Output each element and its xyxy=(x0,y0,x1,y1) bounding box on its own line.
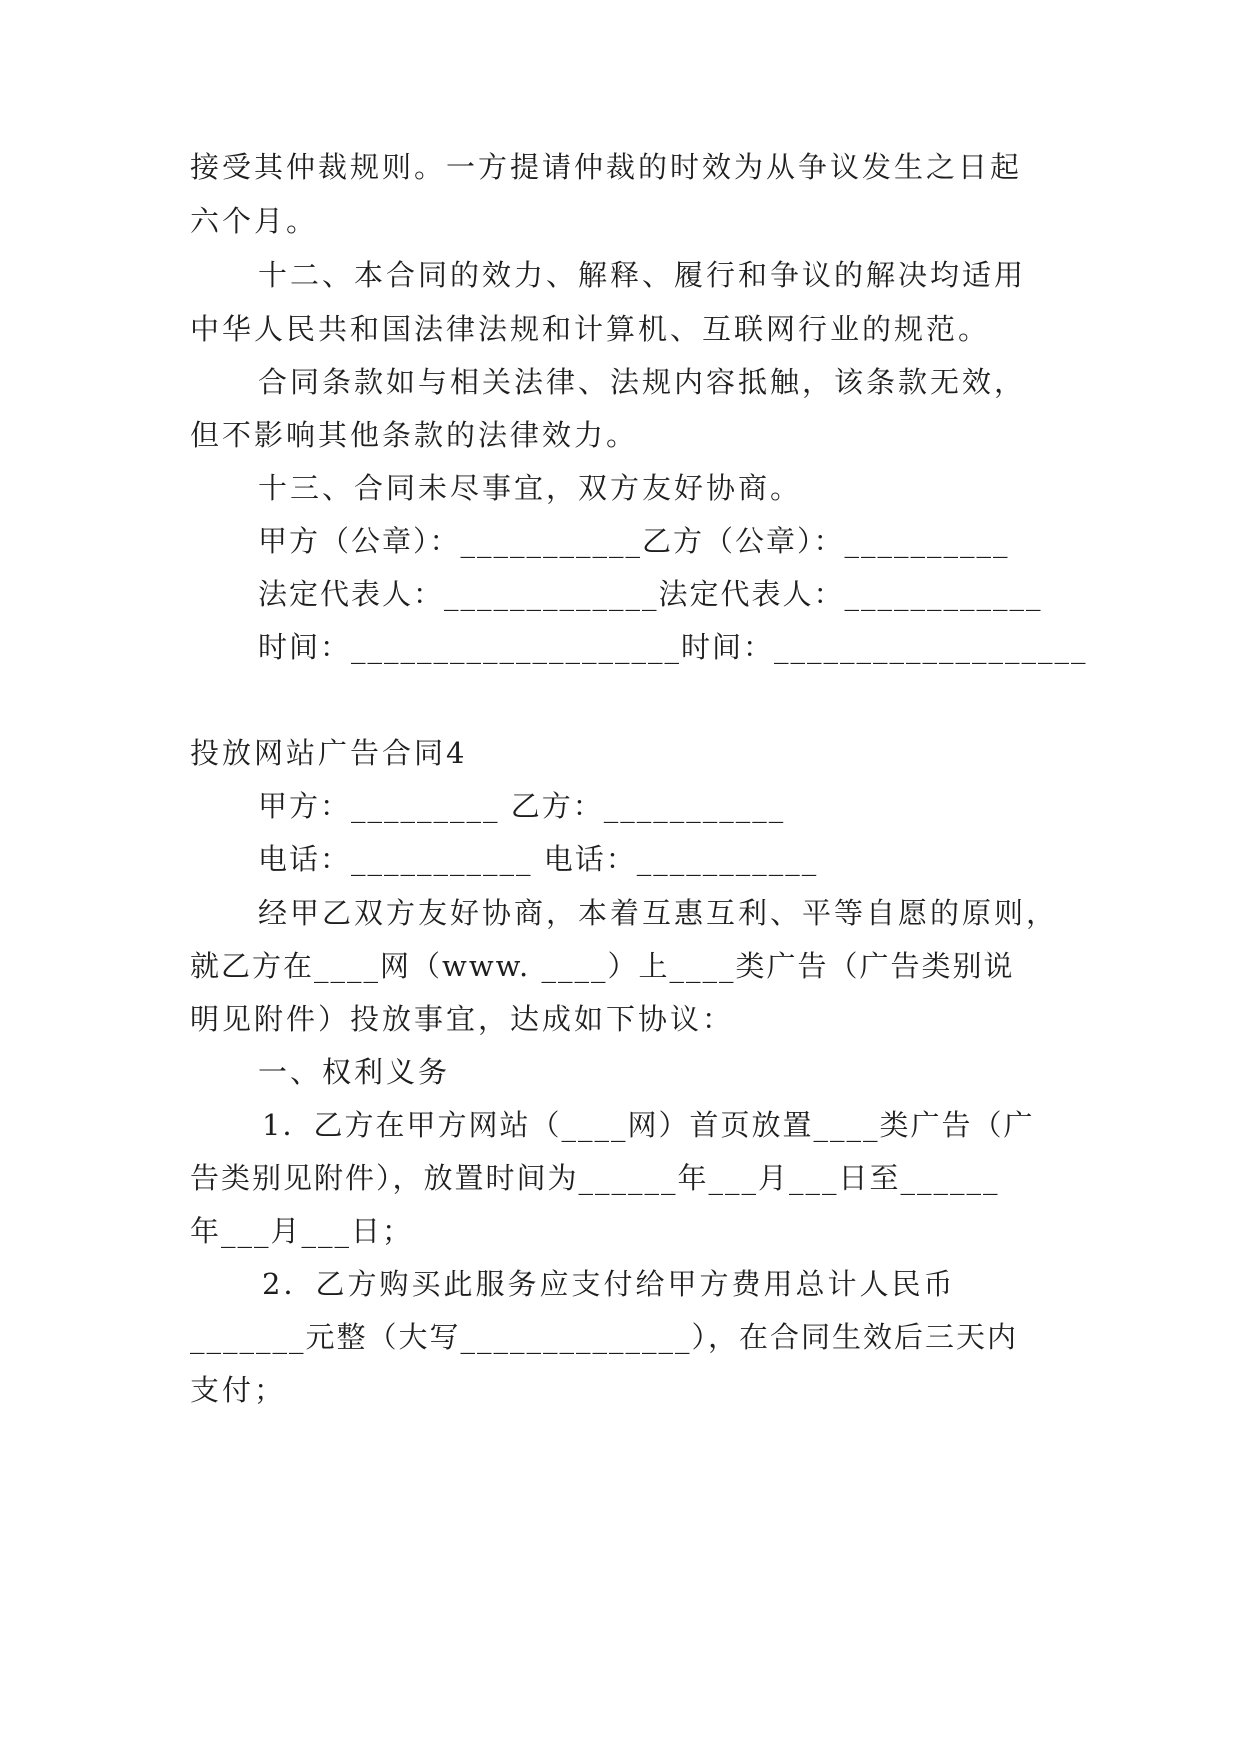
text-line: 中华人民共和国法律法规和计算机、互联网行业的规范。 xyxy=(190,312,991,346)
party-names: 甲方：_________ 乙方：___________ xyxy=(258,789,786,823)
party-phones: 电话：___________ 电话：___________ xyxy=(258,842,819,876)
section-title: 投放网站广告合同4 xyxy=(190,736,468,770)
text-line: 就乙方在____网（www. ____）上____类广告（广告类别说 xyxy=(190,949,1015,983)
text-line: 支付； xyxy=(190,1373,287,1407)
signature-party-seal: 甲方（公章）：___________乙方（公章）：__________ xyxy=(258,524,1010,558)
text-line: 但不影响其他条款的法律效力。 xyxy=(190,418,639,452)
text-line: 合同条款如与相关法律、法规内容抵触，该条款无效， xyxy=(258,365,1027,399)
text-line: 年___月___日； xyxy=(190,1214,414,1248)
clause-13-heading: 十三、合同未尽事宜，双方友好协商。 xyxy=(258,471,803,505)
text-line: 明见附件）投放事宜，达成如下协议： xyxy=(190,1002,735,1036)
signature-date: 时间：____________________时间：___________________ xyxy=(258,630,1088,664)
clause-1-heading: 一、权利义务 xyxy=(258,1055,451,1089)
text-line: 经甲乙双方友好协商，本着互惠互利、平等自愿的原则， xyxy=(258,896,1059,930)
text-line: _______元整（大写______________），在合同生效后三天内 xyxy=(190,1320,1019,1354)
text-line: 2．乙方购买此服务应支付给甲方费用总计人民币 xyxy=(262,1267,956,1301)
text-line: 1．乙方在甲方网站（____网）首页放置____类广告（广 xyxy=(262,1108,1035,1142)
signature-legal-rep: 法定代表人：_____________法定代表人：____________ xyxy=(258,577,1043,611)
text-line: 六个月。 xyxy=(190,204,319,238)
clause-12-heading: 十二、本合同的效力、解释、履行和争议的解决均适用 xyxy=(258,258,1027,292)
text-line: 接受其仲裁规则。一方提请仲裁的时效为从争议发生之日起 xyxy=(190,150,1023,184)
text-line: 告类别见附件），放置时间为______年___月___日至______ xyxy=(190,1161,1000,1195)
